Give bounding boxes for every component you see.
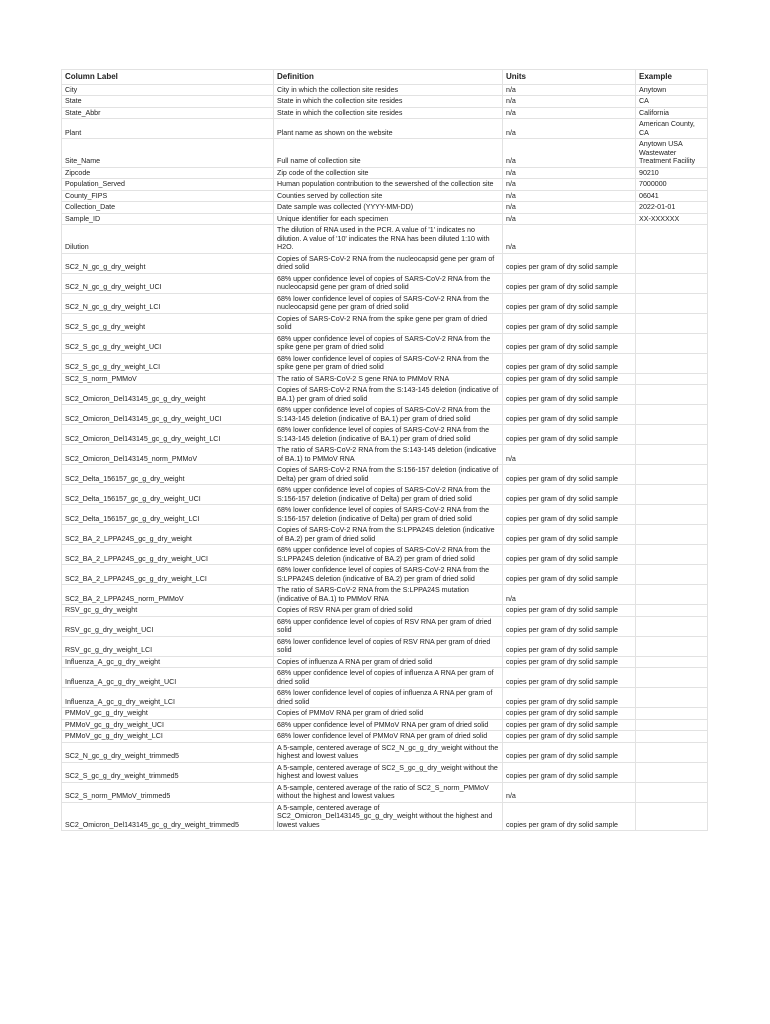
column-label-cell: SC2_Delta_156157_gc_g_dry_weight: [62, 465, 274, 485]
example-cell: [636, 225, 708, 254]
definition-cell: Copies of SARS-CoV-2 RNA from the spike gene per gram of dried solid: [274, 313, 503, 333]
definition-cell: 68% upper confidence level of copies of SARS-CoV-2 RNA from the S:156-157 deletion (indicative of Delta) per gram of dried solid: [274, 485, 503, 505]
example-cell: [636, 545, 708, 565]
units-cell: n/a: [503, 213, 636, 225]
definition-cell: Plant name as shown on the website: [274, 119, 503, 139]
definition-cell: Full name of collection site: [274, 139, 503, 168]
definition-cell: 68% lower confidence level of copies of SARS-CoV-2 RNA from the S:156-157 deletion (indicative of Delta) per gram of dried solid: [274, 505, 503, 525]
table-row: [62, 485, 708, 505]
column-label-cell: SC2_S_norm_PMMoV: [62, 373, 274, 385]
units-cell: n/a: [503, 84, 636, 96]
example-cell: Anytown USA Wastewater Treatment Facility: [636, 139, 708, 168]
column-label-cell: Dilution: [62, 225, 274, 254]
column-label-cell: SC2_BA_2_LPPA24S_gc_g_dry_weight_LCI: [62, 565, 274, 585]
column-label-cell: Collection_Date: [62, 202, 274, 214]
column-label-cell: SC2_Delta_156157_gc_g_dry_weight_LCI: [62, 505, 274, 525]
table-row: [62, 333, 708, 353]
units-cell: copies per gram of dry solid sample: [503, 668, 636, 688]
example-cell: [636, 719, 708, 731]
table-row: [62, 731, 708, 743]
example-cell: [636, 385, 708, 405]
table-row: [62, 405, 708, 425]
table-row: [62, 293, 708, 313]
definition-cell: 68% lower confidence level of copies of RSV RNA per gram of dried solid: [274, 636, 503, 656]
units-cell: copies per gram of dry solid sample: [503, 273, 636, 293]
example-cell: [636, 505, 708, 525]
example-cell: [636, 485, 708, 505]
table-row: [62, 719, 708, 731]
table-row: [62, 139, 708, 168]
column-label-cell: State: [62, 96, 274, 108]
units-cell: n/a: [503, 190, 636, 202]
table-header-row: [62, 70, 708, 85]
table-row: [62, 119, 708, 139]
example-cell: [636, 333, 708, 353]
example-cell: [636, 253, 708, 273]
column-label-cell: RSV_gc_g_dry_weight: [62, 605, 274, 617]
units-cell: copies per gram of dry solid sample: [503, 485, 636, 505]
column-label-cell: Zipcode: [62, 167, 274, 179]
column-label-cell: SC2_BA_2_LPPA24S_norm_PMMoV: [62, 585, 274, 605]
definition-cell: Copies of SARS-CoV-2 RNA from the S:143-145 deletion (indicative of BA.1) per gram of dried solid: [274, 385, 503, 405]
definition-cell: Human population contribution to the sewershed of the collection site: [274, 179, 503, 191]
example-cell: [636, 273, 708, 293]
table-row: [62, 742, 708, 762]
definition-cell: Counties served by collection site: [274, 190, 503, 202]
column-label-cell: Influenza_A_gc_g_dry_weight: [62, 656, 274, 668]
units-cell: copies per gram of dry solid sample: [503, 742, 636, 762]
column-label-cell: SC2_N_gc_g_dry_weight_UCI: [62, 273, 274, 293]
units-cell: n/a: [503, 202, 636, 214]
column-label-cell: SC2_S_gc_g_dry_weight: [62, 313, 274, 333]
definition-header: Definition: [274, 70, 503, 85]
example-cell: [636, 708, 708, 720]
table-row: [62, 688, 708, 708]
column-label-cell: SC2_Omicron_Del143145_gc_g_dry_weight_trimmed5: [62, 802, 274, 831]
units-cell: copies per gram of dry solid sample: [503, 253, 636, 273]
units-cell: copies per gram of dry solid sample: [503, 802, 636, 831]
column-label-cell: State_Abbr: [62, 107, 274, 119]
definition-cell: Copies of RSV RNA per gram of dried solid: [274, 605, 503, 617]
definition-cell: Copies of SARS-CoV-2 RNA from the nucleocapsid gene per gram of dried solid: [274, 253, 503, 273]
example-cell: 7000000: [636, 179, 708, 191]
column-label-cell: Site_Name: [62, 139, 274, 168]
units-cell: copies per gram of dry solid sample: [503, 636, 636, 656]
table-row: [62, 373, 708, 385]
definition-cell: The dilution of RNA used in the PCR. A value of '1' indicates no dilution. A value of '10' indicates the RNA has been diluted 1:10 with H2O.: [274, 225, 503, 254]
table-row: [62, 253, 708, 273]
table-row: [62, 656, 708, 668]
units-cell: copies per gram of dry solid sample: [503, 656, 636, 668]
units-cell: copies per gram of dry solid sample: [503, 373, 636, 385]
column-label-cell: SC2_BA_2_LPPA24S_gc_g_dry_weight: [62, 525, 274, 545]
units-cell: copies per gram of dry solid sample: [503, 293, 636, 313]
definition-cell: Copies of SARS-CoV-2 RNA from the S:LPPA24S deletion (indicative of BA.2) per gram of dried solid: [274, 525, 503, 545]
definition-cell: A 5-sample, centered average of SC2_S_gc_g_dry_weight without the highest and lowest values: [274, 762, 503, 782]
example-cell: California: [636, 107, 708, 119]
units-cell: copies per gram of dry solid sample: [503, 762, 636, 782]
table-row: [62, 202, 708, 214]
example-cell: [636, 762, 708, 782]
units-cell: copies per gram of dry solid sample: [503, 605, 636, 617]
table-row: [62, 636, 708, 656]
example-cell: [636, 445, 708, 465]
units-cell: n/a: [503, 167, 636, 179]
table-row: [62, 668, 708, 688]
definition-cell: 68% upper confidence level of copies of SARS-CoV-2 RNA from the S:143-145 deletion (indicative of BA.1) per gram of dried solid: [274, 405, 503, 425]
definition-cell: 68% upper confidence level of copies of SARS-CoV-2 RNA from the S:LPPA24S deletion (indicative of BA.2) per gram of dried solid: [274, 545, 503, 565]
example-cell: [636, 465, 708, 485]
example-cell: [636, 293, 708, 313]
table-row: [62, 565, 708, 585]
example-cell: [636, 731, 708, 743]
example-cell: [636, 742, 708, 762]
table-row: [62, 802, 708, 831]
definition-cell: A 5-sample, centered average of SC2_Omicron_Del143145_gc_g_dry_weight without the highest and lowest values: [274, 802, 503, 831]
definition-cell: The ratio of SARS-CoV-2 RNA from the S:LPPA24S mutation (indicative of BA.1) to PMMoV RNA: [274, 585, 503, 605]
table-row: [62, 213, 708, 225]
definition-cell: 68% lower confidence level of copies of influenza A RNA per gram of dried solid: [274, 688, 503, 708]
definition-cell: 68% upper confidence level of copies of SARS-CoV-2 RNA from the spike gene per gram of dried solid: [274, 333, 503, 353]
table-row: [62, 465, 708, 485]
example-cell: [636, 353, 708, 373]
units-cell: copies per gram of dry solid sample: [503, 525, 636, 545]
units-cell: copies per gram of dry solid sample: [503, 353, 636, 373]
example-cell: 2022-01-01: [636, 202, 708, 214]
example-cell: [636, 425, 708, 445]
units-cell: copies per gram of dry solid sample: [503, 385, 636, 405]
definition-cell: State in which the collection site resides: [274, 96, 503, 108]
example-cell: [636, 605, 708, 617]
example-cell: [636, 688, 708, 708]
table-row: [62, 84, 708, 96]
units-cell: copies per gram of dry solid sample: [503, 333, 636, 353]
units-cell: copies per gram of dry solid sample: [503, 313, 636, 333]
table-row: [62, 545, 708, 565]
definition-cell: Date sample was collected (YYYY-MM-DD): [274, 202, 503, 214]
units-cell: n/a: [503, 139, 636, 168]
units-cell: n/a: [503, 107, 636, 119]
units-cell: n/a: [503, 119, 636, 139]
example-header: Example: [636, 70, 708, 85]
table-row: [62, 353, 708, 373]
example-cell: [636, 668, 708, 688]
table-row: [62, 425, 708, 445]
column-label-cell: City: [62, 84, 274, 96]
table-row: [62, 505, 708, 525]
example-cell: American County, CA: [636, 119, 708, 139]
column-label-cell: SC2_S_gc_g_dry_weight_trimmed5: [62, 762, 274, 782]
units-cell: n/a: [503, 585, 636, 605]
example-cell: [636, 656, 708, 668]
table-row: [62, 225, 708, 254]
table-row: [62, 179, 708, 191]
table-row: [62, 273, 708, 293]
definition-cell: The ratio of SARS-CoV-2 RNA from the S:143-145 deletion (indicative of BA.1) to PMMoV RNA: [274, 445, 503, 465]
example-cell: CA: [636, 96, 708, 108]
definition-cell: Copies of PMMoV RNA per gram of dried solid: [274, 708, 503, 720]
units-cell: n/a: [503, 96, 636, 108]
table-row: [62, 782, 708, 802]
column-label-cell: SC2_Omicron_Del143145_norm_PMMoV: [62, 445, 274, 465]
units-cell: copies per gram of dry solid sample: [503, 565, 636, 585]
units-header: Units: [503, 70, 636, 85]
table-body: [62, 84, 708, 831]
column-label-cell: RSV_gc_g_dry_weight_UCI: [62, 616, 274, 636]
column-label-cell: RSV_gc_g_dry_weight_LCI: [62, 636, 274, 656]
units-cell: copies per gram of dry solid sample: [503, 731, 636, 743]
definition-cell: 68% upper confidence level of copies of influenza A RNA per gram of dried solid: [274, 668, 503, 688]
definition-cell: 68% lower confidence level of copies of SARS-CoV-2 RNA from the spike gene per gram of dried solid: [274, 353, 503, 373]
units-cell: copies per gram of dry solid sample: [503, 719, 636, 731]
definition-cell: Unique identifier for each specimen: [274, 213, 503, 225]
column-label-cell: SC2_N_gc_g_dry_weight: [62, 253, 274, 273]
definition-cell: 68% lower confidence level of PMMoV RNA per gram of dried solid: [274, 731, 503, 743]
table-row: [62, 445, 708, 465]
definition-cell: Zip code of the collection site: [274, 167, 503, 179]
definition-cell: City in which the collection site resides: [274, 84, 503, 96]
table-row: [62, 585, 708, 605]
table-row: [62, 605, 708, 617]
units-cell: n/a: [503, 225, 636, 254]
column-label-cell: SC2_BA_2_LPPA24S_gc_g_dry_weight_UCI: [62, 545, 274, 565]
table-row: [62, 107, 708, 119]
definition-cell: 68% lower confidence level of copies of SARS-CoV-2 RNA from the S:LPPA24S deletion (indicative of BA.2) per gram of dried solid: [274, 565, 503, 585]
column-label-cell: County_FIPS: [62, 190, 274, 202]
units-cell: n/a: [503, 445, 636, 465]
table-row: [62, 190, 708, 202]
example-cell: [636, 313, 708, 333]
example-cell: [636, 802, 708, 831]
definition-cell: 68% upper confidence level of PMMoV RNA per gram of dried solid: [274, 719, 503, 731]
example-cell: Anytown: [636, 84, 708, 96]
units-cell: copies per gram of dry solid sample: [503, 405, 636, 425]
column-label-cell: SC2_N_gc_g_dry_weight_trimmed5: [62, 742, 274, 762]
definition-cell: Copies of influenza A RNA per gram of dried solid: [274, 656, 503, 668]
example-cell: [636, 636, 708, 656]
definition-cell: 68% lower confidence level of copies of SARS-CoV-2 RNA from the S:143-145 deletion (indicative of BA.1) per gram of dried solid: [274, 425, 503, 445]
column-label-cell: Population_Served: [62, 179, 274, 191]
column-label-header: Column Label: [62, 70, 274, 85]
column-label-cell: SC2_S_gc_g_dry_weight_LCI: [62, 353, 274, 373]
table-row: [62, 525, 708, 545]
example-cell: [636, 565, 708, 585]
table-row: [62, 96, 708, 108]
column-label-cell: PMMoV_gc_g_dry_weight: [62, 708, 274, 720]
table-row: [62, 708, 708, 720]
units-cell: copies per gram of dry solid sample: [503, 545, 636, 565]
units-cell: copies per gram of dry solid sample: [503, 425, 636, 445]
definition-cell: Copies of SARS-CoV-2 RNA from the S:156-157 deletion (indicative of Delta) per gram of dried solid: [274, 465, 503, 485]
table-row: [62, 385, 708, 405]
column-label-cell: SC2_Delta_156157_gc_g_dry_weight_UCI: [62, 485, 274, 505]
definition-cell: 68% upper confidence level of copies of RSV RNA per gram of dried solid: [274, 616, 503, 636]
definition-cell: The ratio of SARS-CoV-2 S gene RNA to PMMoV RNA: [274, 373, 503, 385]
data-dictionary-table: [61, 69, 708, 831]
column-label-cell: Sample_ID: [62, 213, 274, 225]
column-label-cell: SC2_S_norm_PMMoV_trimmed5: [62, 782, 274, 802]
column-label-cell: SC2_Omicron_Del143145_gc_g_dry_weight: [62, 385, 274, 405]
definition-cell: A 5-sample, centered average of the ratio of SC2_S_norm_PMMoV without the highest and lowest values: [274, 782, 503, 802]
column-label-cell: Influenza_A_gc_g_dry_weight_LCI: [62, 688, 274, 708]
column-label-cell: Plant: [62, 119, 274, 139]
definition-cell: A 5-sample, centered average of SC2_N_gc_g_dry_weight without the highest and lowest values: [274, 742, 503, 762]
example-cell: [636, 373, 708, 385]
column-label-cell: SC2_S_gc_g_dry_weight_UCI: [62, 333, 274, 353]
definition-cell: 68% upper confidence level of copies of SARS-CoV-2 RNA from the nucleocapsid gene per gram of dried solid: [274, 273, 503, 293]
table-row: [62, 762, 708, 782]
definition-cell: 68% lower confidence level of copies of SARS-CoV-2 RNA from the nucleocapsid gene per gram of dried solid: [274, 293, 503, 313]
units-cell: copies per gram of dry solid sample: [503, 708, 636, 720]
units-cell: n/a: [503, 782, 636, 802]
example-cell: 06041: [636, 190, 708, 202]
example-cell: [636, 405, 708, 425]
example-cell: [636, 525, 708, 545]
table-row: [62, 167, 708, 179]
column-label-cell: Influenza_A_gc_g_dry_weight_UCI: [62, 668, 274, 688]
column-label-cell: SC2_N_gc_g_dry_weight_LCI: [62, 293, 274, 313]
example-cell: 90210: [636, 167, 708, 179]
table-row: [62, 616, 708, 636]
example-cell: [636, 585, 708, 605]
units-cell: copies per gram of dry solid sample: [503, 616, 636, 636]
column-label-cell: SC2_Omicron_Del143145_gc_g_dry_weight_UCI: [62, 405, 274, 425]
definition-cell: State in which the collection site resides: [274, 107, 503, 119]
column-label-cell: PMMoV_gc_g_dry_weight_UCI: [62, 719, 274, 731]
column-label-cell: SC2_Omicron_Del143145_gc_g_dry_weight_LCI: [62, 425, 274, 445]
units-cell: copies per gram of dry solid sample: [503, 688, 636, 708]
units-cell: copies per gram of dry solid sample: [503, 505, 636, 525]
example-cell: [636, 782, 708, 802]
column-label-cell: PMMoV_gc_g_dry_weight_LCI: [62, 731, 274, 743]
units-cell: n/a: [503, 179, 636, 191]
units-cell: copies per gram of dry solid sample: [503, 465, 636, 485]
example-cell: XX-XXXXXX: [636, 213, 708, 225]
table-row: [62, 313, 708, 333]
example-cell: [636, 616, 708, 636]
